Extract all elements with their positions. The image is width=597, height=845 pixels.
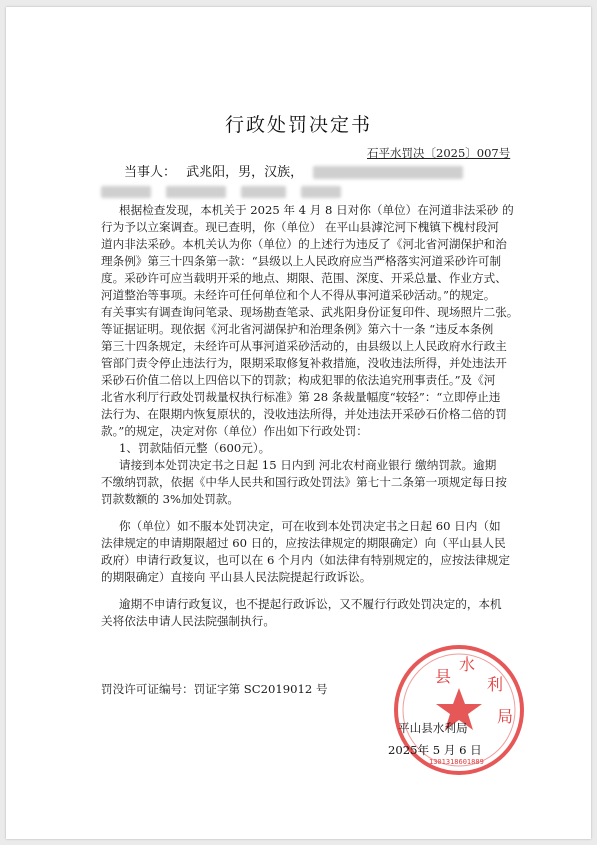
seal-char: 局 [497,707,514,726]
body-line: 法行为、在限期内恢复原状的，没收违法所得，并处违法开采砂石价格二倍的罚 [101,407,507,421]
seal-char: 县 [435,667,452,686]
body-line: 你（单位）如不服本处罚决定，可在收到本处罚决定书之日起 60 日内（如 [119,519,501,533]
penalty-item: 1、罚款陆佰元整（600元）。 [119,441,271,455]
body-line: 不缴纳罚款，依据《中华人民共和国行政处罚法》第七十二条第一项规定每日按 [101,475,507,489]
issuing-agency: 平山县水利局 [398,721,468,735]
party-label: 当事人： [124,165,177,180]
issue-date: 2025年 5 月 6 日 [388,743,482,757]
body-line: 的期限确定）直接向 平山县人民法院提起行政诉讼。 [101,570,372,584]
body-line: 罚款数额的 3%加处罚款。 [101,492,240,506]
body-line: 道内非法采砂。本机关认为你（单位）的上述行为违反了《河北省河湖保护和治 [101,237,507,251]
seal-number: 1301318601889 [429,758,484,766]
body-line: 款。”的规定，决定对你（单位）作出如下行政处罚： [101,424,368,438]
body-line: 根据检查发现，本机关于 2025 年 4 月 8 日对你（单位）在河道非法采砂 的 [119,203,514,217]
party-info [124,161,469,180]
body-line: 度。采砂许可应当载明开采的地点、期限、范围、深度、开采总量、作业方式、 [101,271,507,285]
body-line: 政府）申请行政复议，也可以在 6 个月内（如法律有特别规定的，应按法律规定 [101,553,510,567]
body-line: 法律规定的申请期限超过 60 日的，应按法律规定的期限确定）向（平山县人民 [101,536,506,550]
body-line: 北省水利厅行政处罚裁量权执行标准》第 28 条裁量幅度“较轻”：“立即停止违 [101,390,501,404]
body-line: 请接到本处罚决定书之日起 15 日内到 河北农村商业银行 缴纳罚款。逾期 [119,458,497,472]
body-line: 第三十四条规定，未经许可从事河道采砂活动的，由县级以上人民政府水行政主 [101,339,507,353]
body-line: 有关事实有调查询问笔录、现场勘查笔录、武兆阳身份证复印件、现场照片二张。 [101,305,519,319]
redacted-line [101,181,341,200]
body-line: 等证据证明。现依据《河北省河湖保护和治理条例》第六十一条 “违反本条例 [101,322,494,336]
document-page [6,7,591,839]
document-number: 石平水罚决〔2025〕007号 [367,146,511,160]
license-number: 罚没许可证编号：罚证字第 SC2019012 号 [101,682,328,696]
party-name: 武兆阳，男，汉族， [186,165,304,180]
seal-char: 水 [459,655,476,674]
body-line: 逾期不申请行政复议，也不提起行政诉讼，又不履行行政处罚决定的，本机 [119,597,502,611]
redacted-block [313,166,463,179]
body-line: 理条例》第三十四条第一款：“县级以上人民政府应当严格落实河道采砂许可制 [101,254,502,268]
body-line: 关将依法申请人民法院强制执行。 [101,614,275,628]
body-line: 管部门责令停止违法行为，限期采取修复补救措施，没收违法所得，并处违法开 [101,356,507,370]
body-line: 行为予以立案调查。现已查明，你（单位） 在平山县滹沱河下槐镇下槐村段河 [101,220,499,234]
body-line: 河道整治等事项。未经许可任何单位和个人不得从事河道采砂活动。”的规定。 [101,288,496,302]
body-line: 采砂石价值二倍以上四倍以下的罚款；构成犯罪的依法追究刑事责任。”及《河 [101,373,496,387]
document-title: 行政处罚决定书 [224,114,372,136]
seal-char: 利 [487,675,504,694]
